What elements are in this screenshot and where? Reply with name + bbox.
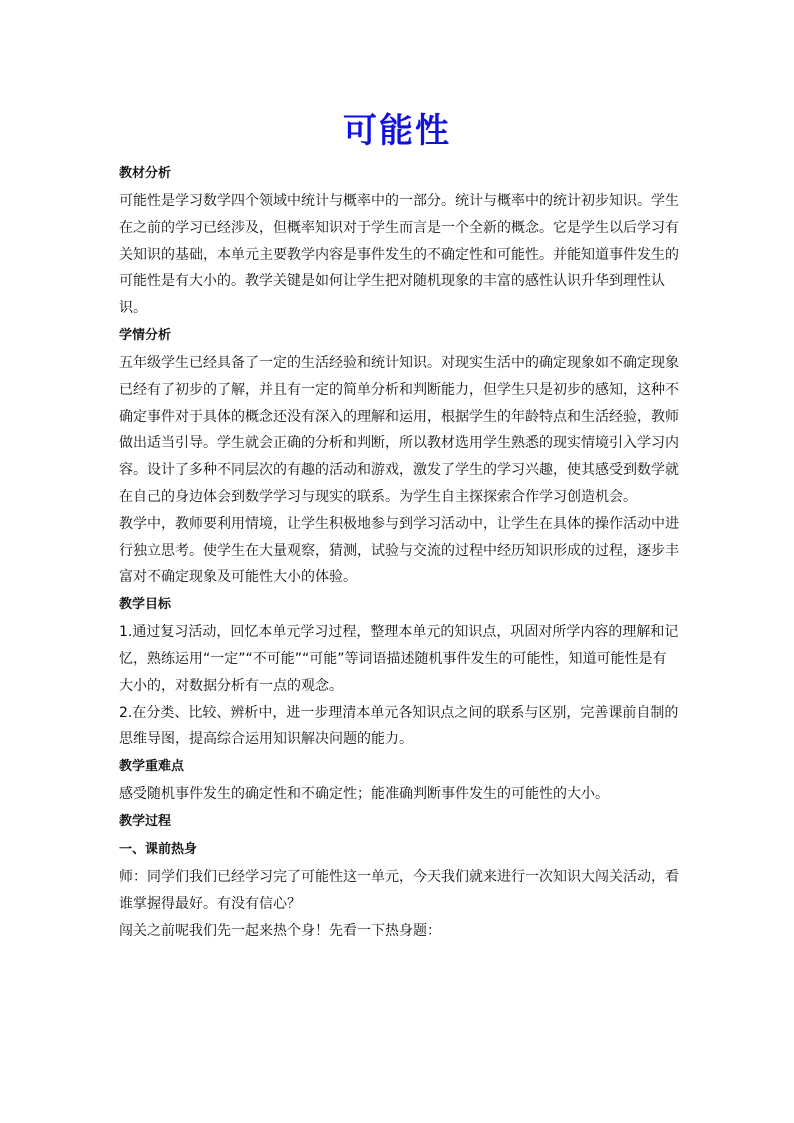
section-heading-key-points: 教学重难点: [119, 759, 185, 775]
paragraph-student-analysis-2: 教学中，教师要利用情境，让学生积极地参与到学习活动中，让学生在具体的操作活动中进行独立思考。使学生在大量观察，猜测，试验与交流的过程中经历知识形成的过程，逐步丰富对不确定现象及可能性大小的体验。: [119, 515, 679, 586]
teaching-goal-item-2: 2.在分类、比较、辨析中，进一步理清本单元各知识点之间的联系与区别，完善课前自制的思维导图，提高综合运用知识解决问题的能力。: [119, 704, 679, 748]
paragraph-teacher-intro: 师：同学们我们已经学习完了可能性这一单元，今天我们就来进行一次知识大闯关活动，看谁掌握得最好。有没有信心？: [119, 868, 679, 912]
teaching-goal-item-1: 1.通过复习活动，回忆本单元学习过程，整理本单元的知识点，巩固对所学内容的理解和记忆，熟练运用“一定”“不可能”“可能”等词语描述随机事件发生的可能性，知道可能性是有大小的，对数据分析有一点的观念。: [119, 624, 679, 694]
subheading-warm-up: 一、课前热身: [119, 841, 198, 857]
paragraph-key-points: 感受随机事件发生的确定性和不确定性；能准确判断事件发生的可能性的大小。: [119, 786, 609, 803]
section-heading-teaching-goals: 教学目标: [119, 597, 172, 613]
section-heading-student-analysis: 学情分析: [119, 327, 172, 343]
document-body: [119, 160, 679, 944]
document-title: 可能性: [343, 111, 451, 151]
section-heading-textbook-analysis: 教材分析: [119, 166, 172, 181]
paragraph-warm-up-prompt: 闯关之前呢我们先一起来热个身！先看一下热身题：: [119, 922, 441, 939]
section-heading-teaching-process: 教学过程: [119, 813, 172, 829]
paragraph-student-analysis-1: 五年级学生已经具备了一定的生活经验和统计知识。对现实生活中的确定现象如不确定现象已经有了初步的了解，并且有一定的简单分析和判断能力，但学生只是初步的感知，这种不确定事件对于具体的概念还没有深入的理解和运用，根据学生的年龄特点和生活经验，教师做出适当引导。学生就会正确的分析和判断，所以教材选用学生熟悉的现实情境引入学习内容。设计了多种不同层次的有趣的活动和游戏，激发了学生的学习兴趣，使其感受到数学就在自己的身边体会到数学学习与现实的联系。为学生自主探探索合作学习创造机会。: [119, 354, 679, 505]
paragraph-textbook-analysis: 可能性是学习数学四个领域中统计与概率中的一部分。统计与概率中的统计初步知识。学生在之前的学习已经涉及，但概率知识对于学生而言是一个全新的概念。它是学生以后学习有关知识的基础，本单元主要教学内容是事件发生的不确定性和可能性。并能知道事件发生的可能性是有大小的。教学关键是如何让学生把对随机现象的丰富的感性认识升华到理性认识。: [119, 193, 679, 317]
